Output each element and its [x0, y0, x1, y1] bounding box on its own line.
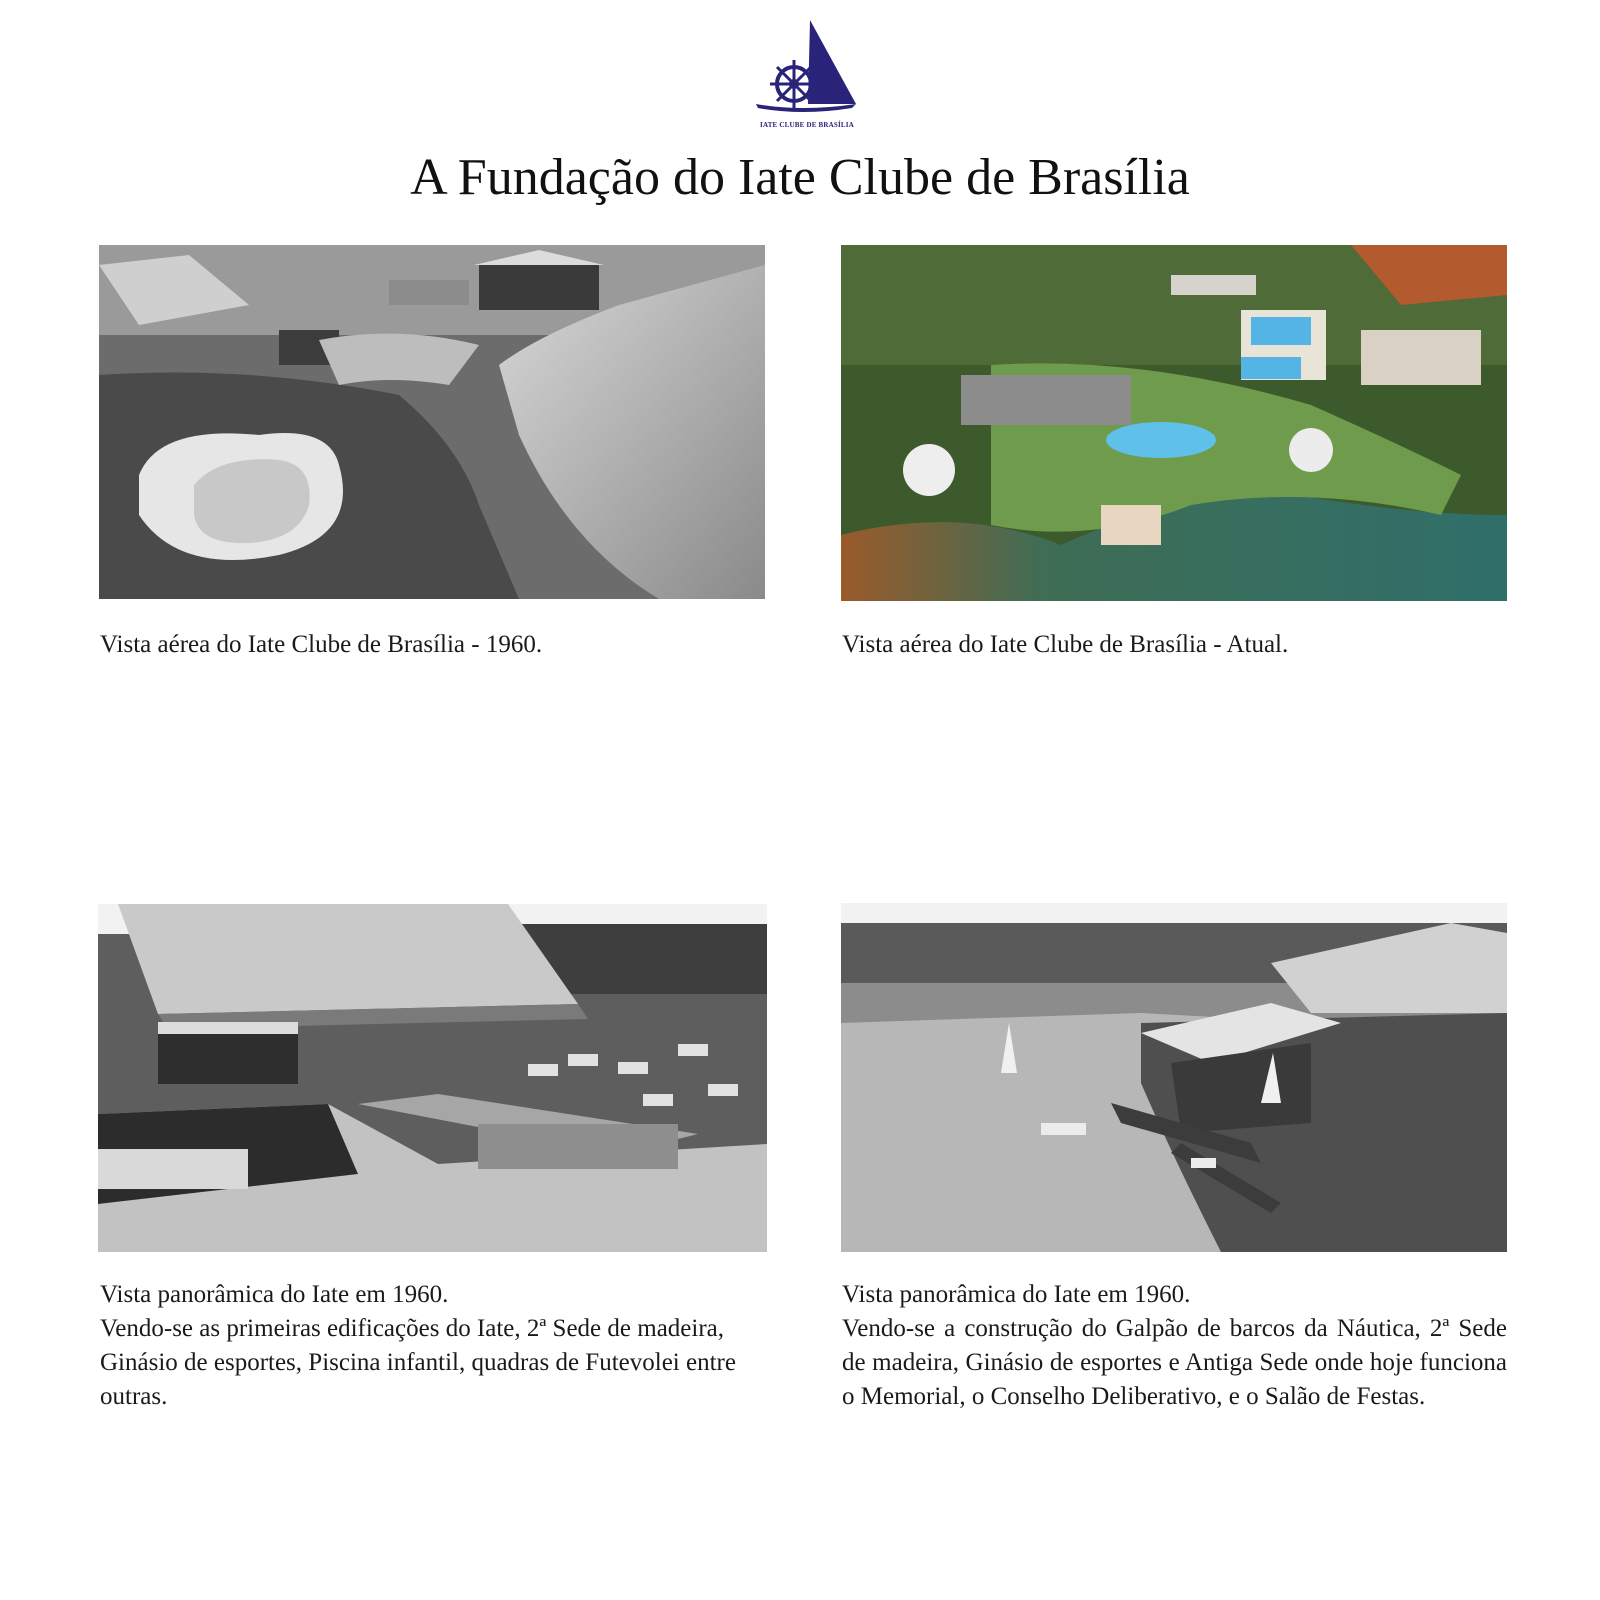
page-title: A Fundação do Iate Clube de Brasília: [410, 149, 1190, 206]
caption-aerial-1960: [100, 628, 760, 662]
panoramic-photo-gym-icon: [98, 904, 767, 1252]
sail-helm-logo-icon: [752, 16, 862, 120]
caption-line: Vendo-se a construção do Galpão de barcos da Náutica, 2ª Sede de madeira, Ginásio de esportes e Antiga Sede onde hoje funciona o Memorial, o Conselho Deliberativo, e o Salão de Festas.: [842, 1315, 1507, 1410]
aerial-photo-current-icon: [841, 245, 1507, 601]
caption-panoramic-gym: [100, 1278, 750, 1414]
logo-text: IATE CLUBE DE BRASÍLIA: [760, 121, 854, 129]
caption-line: Vista aérea do Iate Clube de Brasília - Atual.: [842, 631, 1289, 658]
caption-line: Vista aérea do Iate Clube de Brasília - 1960.: [100, 631, 543, 658]
caption-aerial-current: [842, 628, 1507, 662]
caption-line: Vendo-se as primeiras edificações do Iate, 2ª Sede de madeira, Ginásio de esportes, Piscina infantil, quadras de Futevolei entre outras.: [100, 1315, 736, 1410]
panoramic-photo-nautica-icon: [841, 903, 1507, 1252]
aerial-photo-1960-icon: [99, 245, 765, 599]
caption-line: Vista panorâmica do Iate em 1960.: [842, 1281, 1191, 1308]
caption-line: Vista panorâmica do Iate em 1960.: [100, 1281, 449, 1308]
caption-panoramic-nautica: [842, 1278, 1507, 1414]
club-logo: [752, 16, 862, 134]
